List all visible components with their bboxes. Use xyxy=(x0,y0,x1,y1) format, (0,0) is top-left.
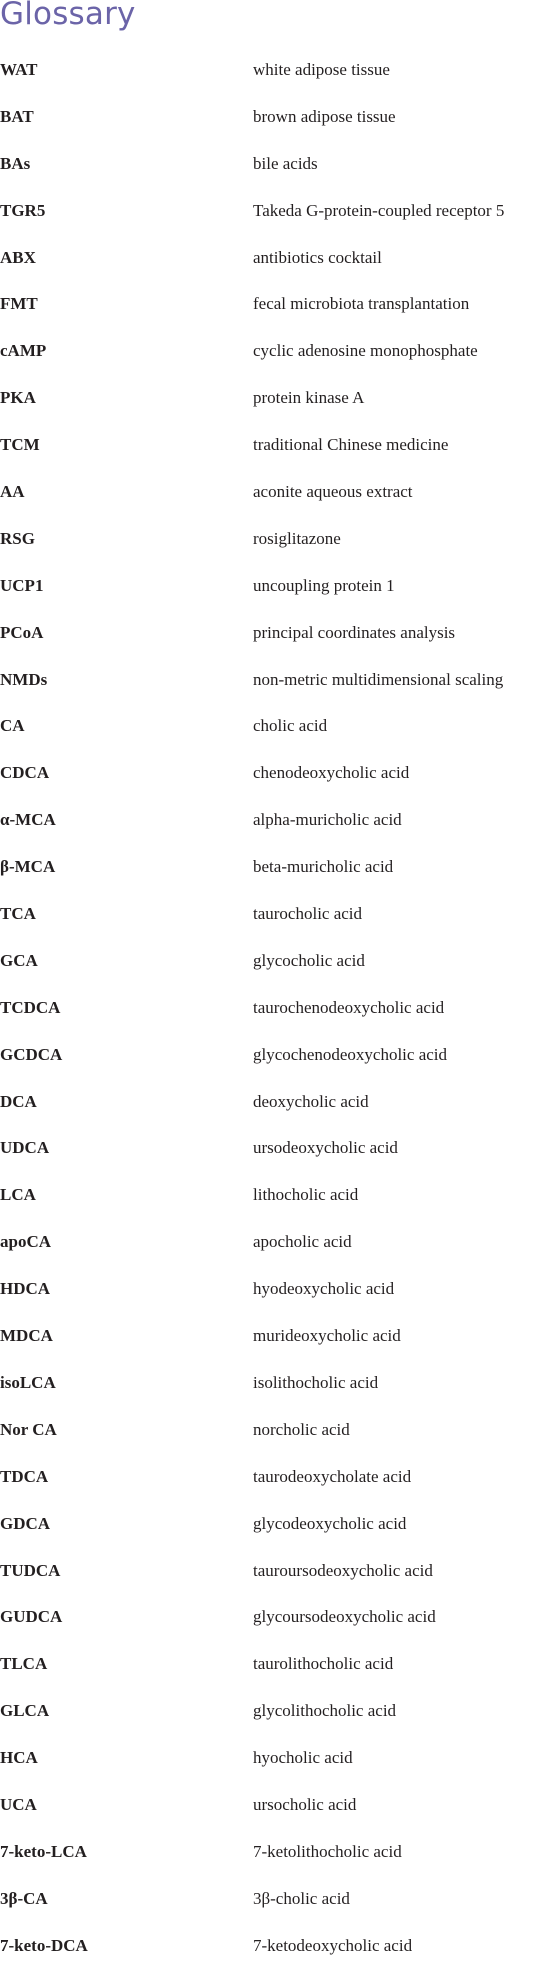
glossary-row xyxy=(0,529,558,576)
glossary-term: UCP1 xyxy=(0,575,44,595)
glossary-row xyxy=(0,998,558,1045)
glossary-definition: hyocholic acid xyxy=(253,1748,353,1768)
glossary-definition: taurochenodeoxycholic acid xyxy=(253,997,445,1017)
glossary-definition: taurolithocholic acid xyxy=(253,1654,394,1674)
glossary-row xyxy=(0,435,558,482)
glossary-definition: rosiglitazone xyxy=(253,528,341,548)
glossary-row xyxy=(0,201,558,248)
glossary-definition: apocholic acid xyxy=(253,1232,352,1252)
glossary-definition: taurocholic acid xyxy=(253,904,363,924)
glossary-row xyxy=(0,623,558,670)
glossary-row xyxy=(0,1795,558,1842)
glossary-term: CA xyxy=(0,716,25,736)
glossary-row xyxy=(0,1889,558,1936)
glossary-row xyxy=(0,388,558,435)
glossary-term: TLCA xyxy=(0,1654,48,1674)
glossary-definition: cholic acid xyxy=(253,716,328,736)
glossary-definition: chenodeoxycholic acid xyxy=(253,763,410,783)
glossary-definition: white adipose tissue xyxy=(253,60,390,79)
glossary-term: NMDs xyxy=(0,669,48,689)
glossary-term: β-MCA xyxy=(0,857,56,877)
glossary-definition: glycodeoxycholic acid xyxy=(253,1513,407,1533)
glossary-term: α-MCA xyxy=(0,810,56,830)
glossary-definition: alpha-muricholic acid xyxy=(253,810,402,830)
glossary-definition: protein kinase A xyxy=(253,388,365,408)
glossary-term: DCA xyxy=(0,1091,37,1111)
glossary-term: FMT xyxy=(0,294,38,314)
glossary-row xyxy=(0,341,558,388)
glossary-definition: beta-muricholic acid xyxy=(253,857,394,877)
glossary-row xyxy=(0,857,558,904)
glossary-row xyxy=(0,1326,558,1373)
glossary-row xyxy=(0,294,558,341)
glossary-definition: taurodeoxycholate acid xyxy=(253,1466,412,1486)
glossary-row xyxy=(0,1138,558,1185)
glossary-row xyxy=(0,1561,558,1608)
glossary-term: MDCA xyxy=(0,1326,53,1346)
glossary-row xyxy=(0,60,558,107)
glossary-term: RSG xyxy=(0,528,35,548)
glossary-definition: glycolithocholic acid xyxy=(253,1701,397,1721)
glossary-term: 3β-CA xyxy=(0,1888,48,1908)
glossary-definition: traditional Chinese medicine xyxy=(253,435,449,455)
glossary-term: TCDCA xyxy=(0,997,61,1017)
glossary-term: WAT xyxy=(0,60,38,79)
glossary-definition: isolithocholic acid xyxy=(253,1372,379,1392)
glossary-term: ABX xyxy=(0,247,36,267)
glossary-definition: Takeda G-protein-coupled receptor 5 xyxy=(253,200,505,220)
glossary-term: CDCA xyxy=(0,763,50,783)
glossary-row xyxy=(0,107,558,154)
glossary-definition: ursocholic acid xyxy=(253,1794,357,1814)
glossary-row xyxy=(0,576,558,623)
glossary-term: GLCA xyxy=(0,1701,50,1721)
glossary-term: PKA xyxy=(0,388,36,408)
glossary-row xyxy=(0,1467,558,1514)
glossary-definition: bile acids xyxy=(253,153,318,173)
glossary-row xyxy=(0,1420,558,1467)
glossary-term: AA xyxy=(0,482,25,502)
glossary-definition: 7-ketolithocholic acid xyxy=(253,1841,402,1861)
glossary-row xyxy=(0,154,558,201)
glossary-term: BAs xyxy=(0,153,31,173)
glossary-definition: tauroursodeoxycholic acid xyxy=(253,1560,433,1580)
glossary-row xyxy=(0,904,558,951)
glossary-definition: non-metric multidimensional scaling xyxy=(253,669,504,689)
glossary-term: GDCA xyxy=(0,1513,51,1533)
glossary-definition: aconite aqueous extract xyxy=(253,482,413,502)
glossary-row xyxy=(0,1936,558,1983)
glossary-term: UCA xyxy=(0,1794,37,1814)
glossary-definition: uncoupling protein 1 xyxy=(253,575,395,595)
glossary-row xyxy=(0,716,558,763)
glossary-list xyxy=(0,60,558,1983)
glossary-definition: 7-ketodeoxycholic acid xyxy=(253,1935,413,1955)
glossary-definition: glycoursodeoxycholic acid xyxy=(253,1607,436,1627)
glossary-definition: hyodeoxycholic acid xyxy=(253,1279,395,1299)
glossary-definition: fecal microbiota transplantation xyxy=(253,294,470,314)
glossary-term: Nor CA xyxy=(0,1419,57,1439)
glossary-row xyxy=(0,1514,558,1561)
glossary-term: TDCA xyxy=(0,1466,49,1486)
glossary-definition: murideoxycholic acid xyxy=(253,1326,401,1346)
glossary-row xyxy=(0,670,558,717)
glossary-term: TCM xyxy=(0,435,40,455)
glossary-term: apoCA xyxy=(0,1232,52,1252)
glossary-definition: glycocholic acid xyxy=(253,950,365,970)
glossary-row xyxy=(0,1701,558,1748)
glossary-definition: 3β-cholic acid xyxy=(253,1888,350,1908)
glossary-row xyxy=(0,951,558,998)
glossary-row xyxy=(0,1232,558,1279)
glossary-definition: antibiotics cocktail xyxy=(253,247,382,267)
glossary-row xyxy=(0,1092,558,1139)
glossary-row xyxy=(0,1842,558,1889)
glossary-term: HDCA xyxy=(0,1279,51,1299)
glossary-row xyxy=(0,1185,558,1232)
glossary-definition: brown adipose tissue xyxy=(253,106,396,126)
glossary-term: 7-keto-LCA xyxy=(0,1841,87,1861)
glossary-definition: cyclic adenosine monophosphate xyxy=(253,341,478,361)
glossary-term: LCA xyxy=(0,1185,36,1205)
glossary-row xyxy=(0,763,558,810)
glossary-term: TGR5 xyxy=(0,200,46,220)
glossary-term: BAT xyxy=(0,106,34,126)
glossary-term: 7-keto-DCA xyxy=(0,1935,88,1955)
glossary-term: UDCA xyxy=(0,1138,50,1158)
glossary-row xyxy=(0,810,558,857)
glossary-definition: lithocholic acid xyxy=(253,1185,359,1205)
glossary-row xyxy=(0,1748,558,1795)
glossary-term: TUDCA xyxy=(0,1560,61,1580)
glossary-row xyxy=(0,1373,558,1420)
glossary-term: GUDCA xyxy=(0,1607,63,1627)
glossary-definition: ursodeoxycholic acid xyxy=(253,1138,398,1158)
glossary-term: GCA xyxy=(0,950,38,970)
page-title: Glossary xyxy=(0,0,136,32)
glossary-definition: glycochenodeoxycholic acid xyxy=(253,1044,448,1064)
glossary-row xyxy=(0,1607,558,1654)
glossary-row xyxy=(0,1654,558,1701)
glossary-term: GCDCA xyxy=(0,1044,63,1064)
glossary-row xyxy=(0,1045,558,1092)
glossary-term: TCA xyxy=(0,904,36,924)
glossary-term: PCoA xyxy=(0,622,44,642)
glossary-term: cAMP xyxy=(0,341,47,361)
glossary-row xyxy=(0,248,558,295)
glossary-definition: norcholic acid xyxy=(253,1419,350,1439)
glossary-row xyxy=(0,482,558,529)
glossary-term: isoLCA xyxy=(0,1372,56,1392)
glossary-term: HCA xyxy=(0,1748,38,1768)
glossary-row xyxy=(0,1279,558,1326)
glossary-definition: deoxycholic acid xyxy=(253,1091,369,1111)
glossary-definition: principal coordinates analysis xyxy=(253,622,456,642)
